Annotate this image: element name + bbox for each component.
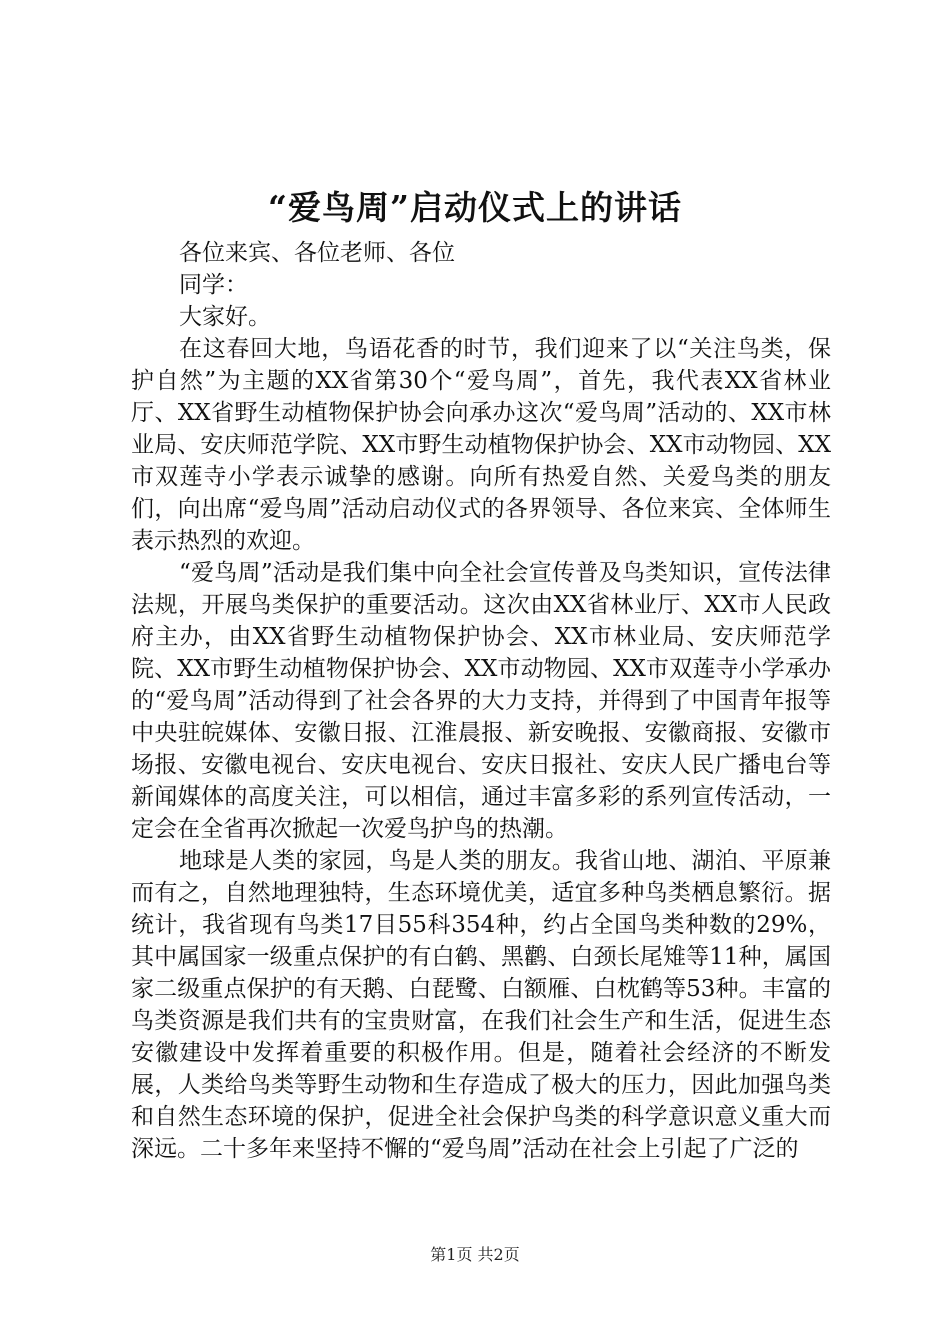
paragraph-3: 地球是人类的家园，鸟是人类的朋友。我省山地、湖泊、平原兼而有之，自然地理独特，生态环境优美，适宜多种鸟类栖息繁衍。据统计，我省现有鸟类17目55科354种，约占全国鸟类种数的29%，其中属国家一级重点保护的有白鹤、黑鹳、白颈长尾雉等11种，属国家二级重点保护的有天鹅、白琵鹭、白额雁、白枕鹤等53种。丰富的鸟类资源是我们共有的宝贵财富，在我们社会生产和生活，促进生态安徽建设中发挥着重要的积极作用。但是，随着社会经济的不断发展，人类给鸟类等野生动物和生存造成了极大的压力，因此加强鸟类和自然生态环境的保护，促进全社会保护鸟类的科学意识意义重大而深远。二十多年来坚持不懈的“爱鸟周”活动在社会上引起了广泛的 xyxy=(131,848,831,1162)
salutation-line-2: 同学： xyxy=(179,272,248,298)
document-title: “爱鸟周”启动仪式上的讲话 xyxy=(268,188,682,227)
greeting: 大家好。 xyxy=(179,304,271,330)
paragraph-2: “爱鸟周”活动是我们集中向全社会宣传普及鸟类知识，宣传法律法规，开展鸟类保护的重要活动。这次由XX省林业厅、XX市人民政府主办，由XX省野生动植物保护协会、XX市林业局、安庆师范学院、XX市野生动植物保护协会、XX市动物园、XX市双莲寺小学承办的“爱鸟周”活动得到了社会各界的大力支持，并得到了中国青年报等中央驻皖媒体、安徽日报、江淮晨报、新安晚报、安徽商报、安徽市场报、安徽电视台、安庆电视台、安庆日报社、安庆人民广播电台等新闻媒体的高度关注，可以相信，通过丰富多彩的系列宣传活动，一定会在全省再次掀起一次爱鸟护鸟的热潮。 xyxy=(131,560,831,842)
paragraph-1: 在这春回大地，鸟语花香的时节，我们迎来了以“关注鸟类，保护自然”为主题的XX省第30个“爱鸟周”，首先，我代表XX省林业厅、XX省野生动植物保护协会向承办这次“爱鸟周”活动的、XX市林业局、安庆师范学院、XX市野生动植物保护协会、XX市动物园、XX市双莲寺小学表示诚挚的感谢。向所有热爱自然、关爱鸟类的朋友们，向出席“爱鸟周”活动启动仪式的各界领导、各位来宾、全体师生表示热烈的欢迎。 xyxy=(131,336,831,554)
salutation-line-1: 各位来宾、各位老师、各位 xyxy=(179,240,455,266)
document-body xyxy=(131,237,831,1165)
page-number-footer: 第1页 共2页 xyxy=(430,1245,520,1264)
